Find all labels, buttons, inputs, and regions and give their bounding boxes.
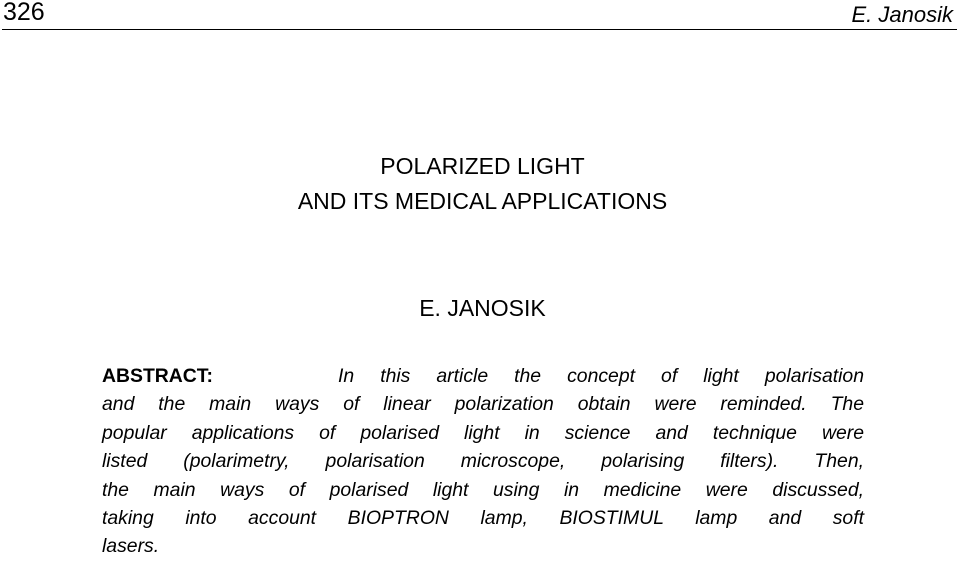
abstract-line: listed (polarimetry, polarisation microscope, polarising filters). Then, bbox=[102, 450, 864, 473]
title-line-1: POLARIZED LIGHT bbox=[380, 153, 585, 179]
abstract bbox=[102, 362, 864, 561]
page-number: 326 bbox=[3, 0, 45, 26]
header-rule bbox=[2, 29, 957, 30]
abstract-line: taking into account BIOPTRON lamp, BIOSTIMUL lamp and soft bbox=[102, 507, 864, 530]
running-head: E. Janosik bbox=[851, 2, 953, 27]
abstract-line: popular applications of polarised light in science and technique were bbox=[102, 421, 864, 444]
title-line-2: AND ITS MEDICAL APPLICATIONS bbox=[297, 188, 668, 214]
abstract-line: and the main ways of linear polarization obtain were reminded. The bbox=[102, 393, 864, 416]
author-name: E. JANOSIK bbox=[419, 295, 546, 321]
abstract-first-line bbox=[102, 362, 864, 390]
abstract-line: In this article the concept of light polarisation bbox=[338, 365, 864, 387]
abstract-line: the main ways of polarised light using in medicine were discussed, bbox=[102, 478, 864, 501]
abstract-label: ABSTRACT: bbox=[102, 365, 213, 387]
abstract-line: lasers. bbox=[102, 535, 160, 558]
